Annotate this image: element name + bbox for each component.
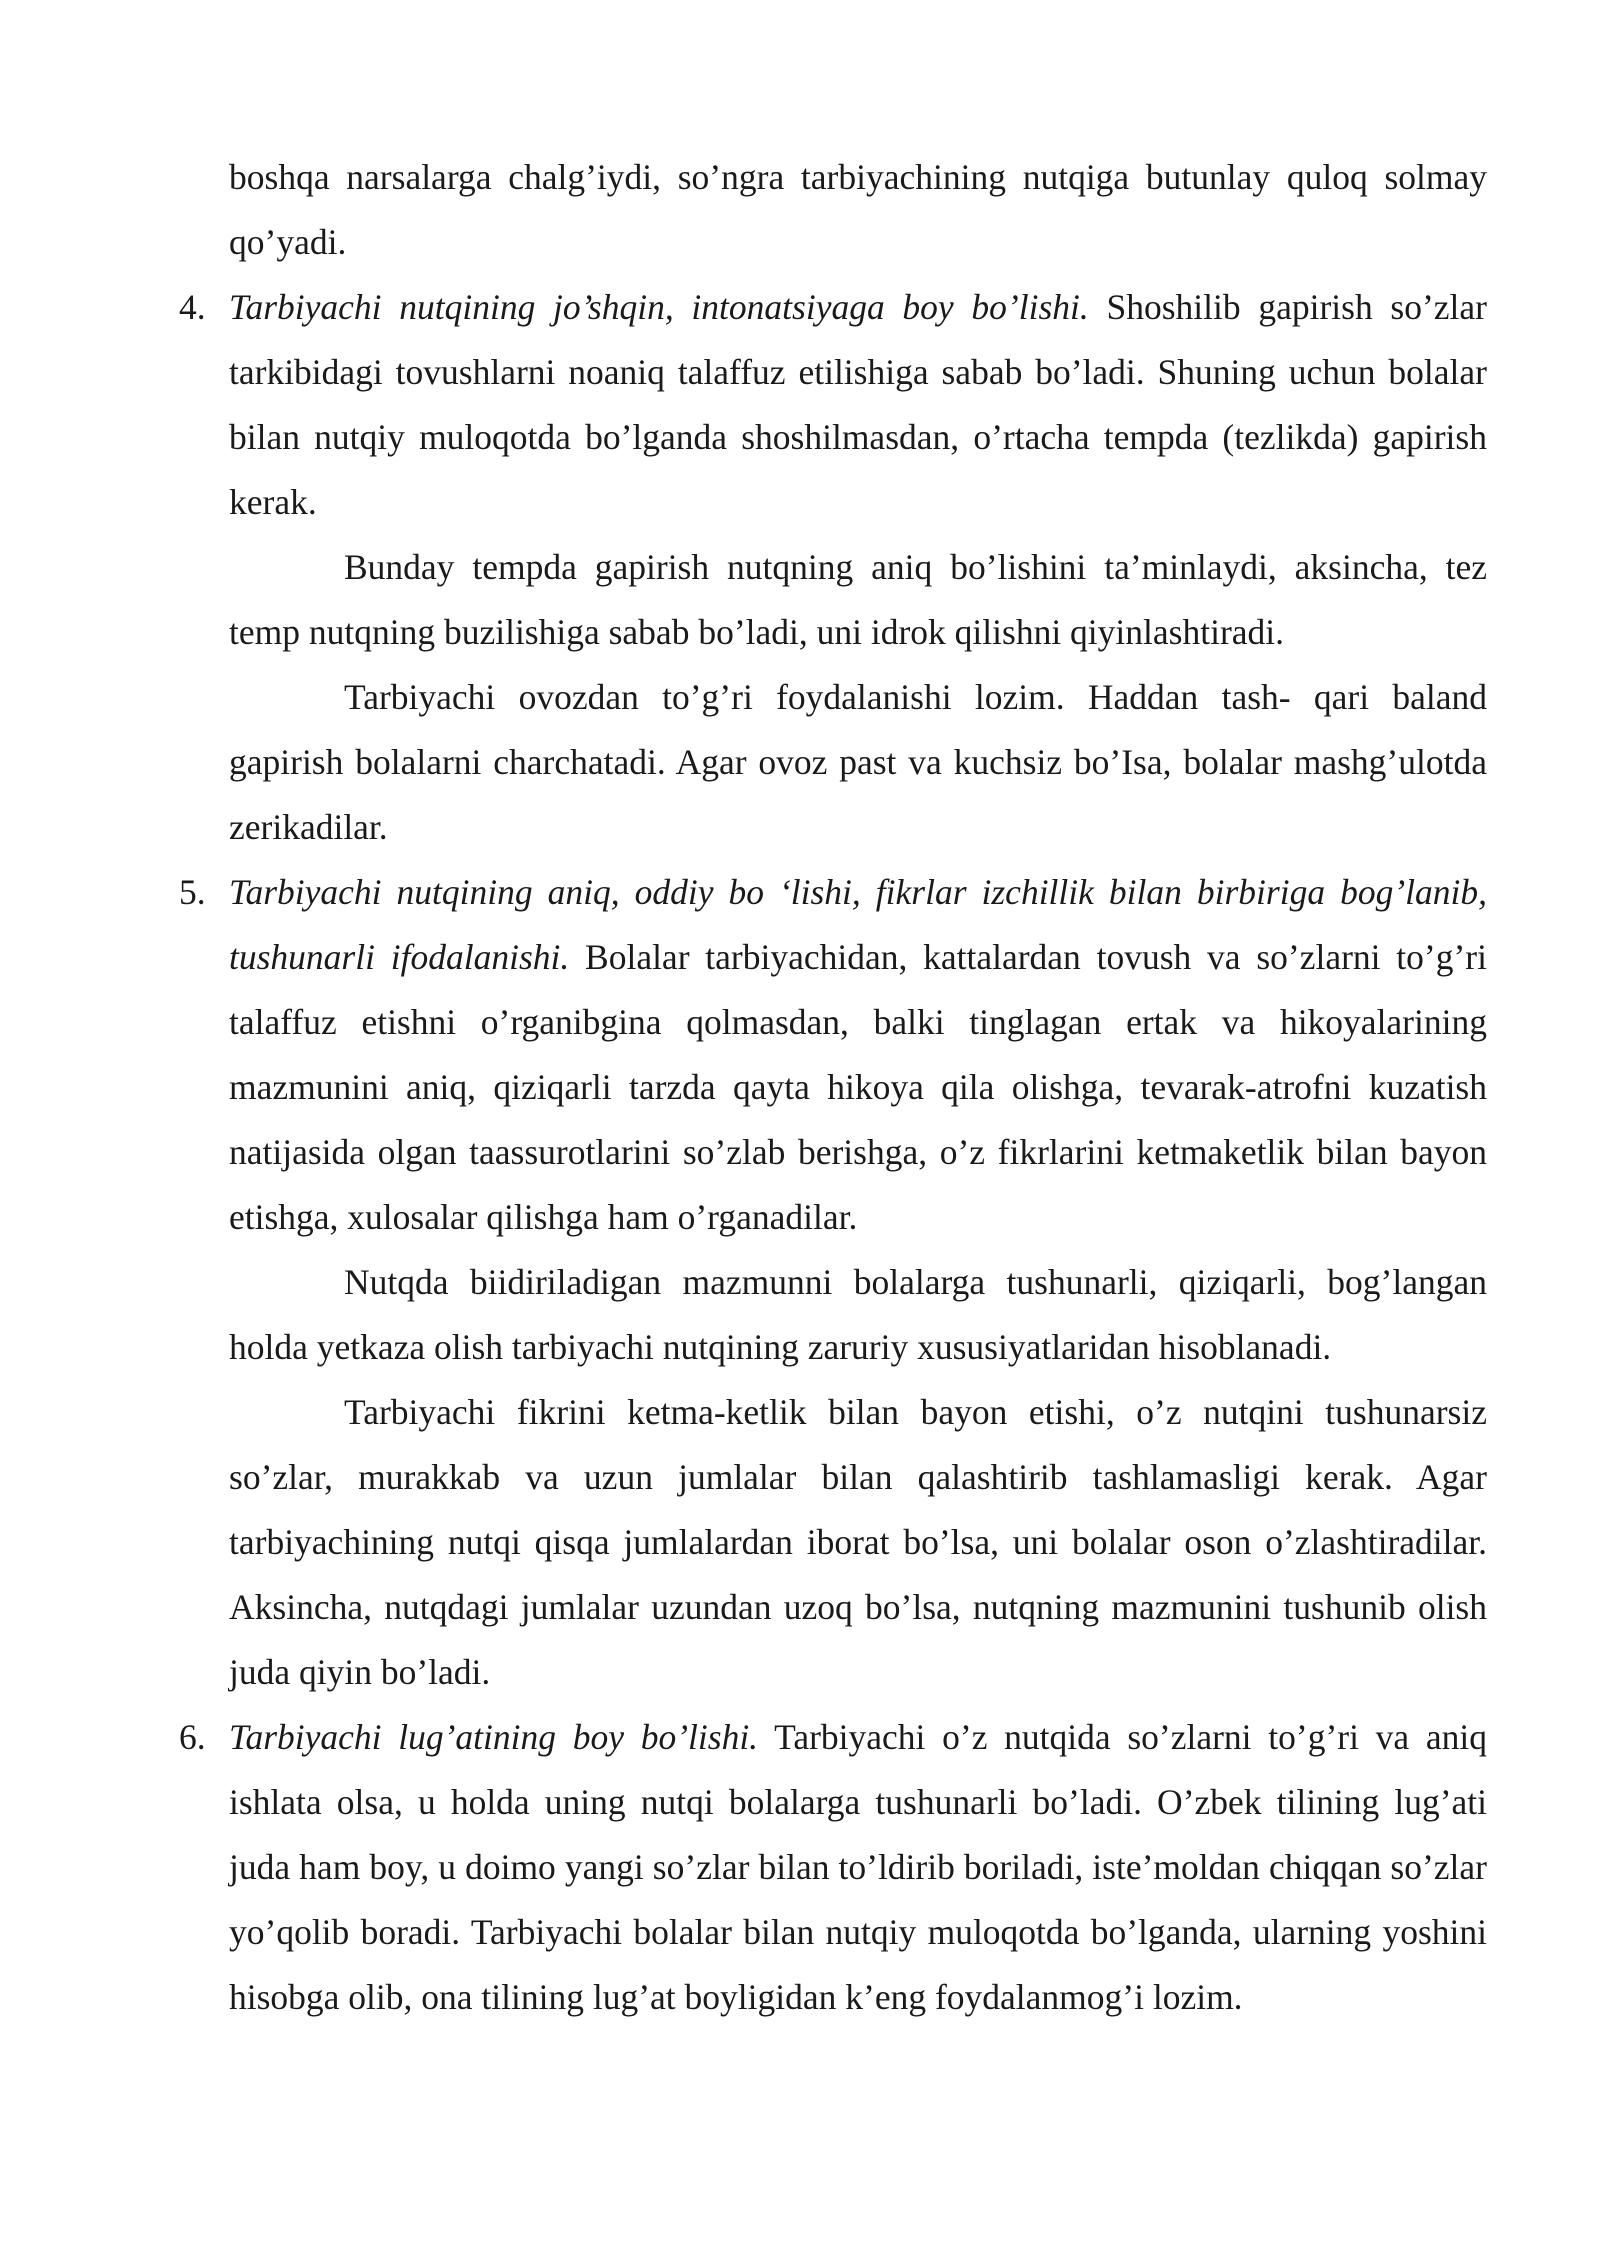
list-item-5 [179,860,1487,1250]
body-paragraph: Nutqda biidiriladigan mazmunni bolalarga tushunarli, qiziqarli, bog’langan holda yetkaza olish tarbiyachi nutqining zaruriy xususiyatlaridan hisoblanadi. [229,1262,1487,1367]
continuation-paragraph: boshqa narsalarga chalg’iydi, so’ngra tarbiyachining nutqiga butunlay quloq solmay qo’yadi. [229,157,1487,262]
body-paragraph: Bunday tempda gapirish nutqning aniq bo’lishini ta’minlaydi, aksincha, tez temp nutqning buzilishiga sabab bo’ladi, uni idrok qilishni qiyinlashtiradi. [229,547,1487,652]
list-item-6 [179,1705,1487,2030]
list-number: 4. [179,287,206,327]
list-item-body [229,275,1487,535]
list-number: 5. [179,872,206,912]
list-item-title: Tarbiyachi nutqining aniq, oddiy bo ‘lishi, fikrlar izchillik bilan birbiriga bog’lanib, tushunarli ifodalanishi. [229,872,1487,977]
list-item-title: Tarbiyachi lug’atining boy bo’lishi. [229,1717,759,1757]
body-paragraph: Tarbiyachi fikrini ketma-ketlik bilan bayon etishi, o’z nutqini tushunarsiz so’zlar, murakkab va uzun jumlalar bilan qalashtirib tashlamasligi kerak. Agar tarbiyachining nutqi qisqa jumlalardan iborat bo’lsa, uni bolalar oson o’zlashtiradilar. Aksincha, nutqdagi jumlalar uzundan uzoq bo’lsa, nutqning mazmunini tushunib olish juda qiyin bo’ladi. [229,1392,1487,1692]
list-item-text: Shoshilib gapirish so’zlar tarkibidagi tovushlarni noaniq talaffuz etilishiga sabab bo’ladi. Shuning uchun bolalar bilan nutqiy muloqotda bo’lganda shoshilmasdan, o’rtacha tempda (tezlikda) gapirish kerak. [229,287,1487,522]
list-item-body [229,1705,1487,2030]
list-number: 6. [179,1717,206,1757]
list-item-4 [179,275,1487,535]
list-item-text: Bolalar tarbiyachidan, kattalardan tovush va so’zlarni to’g’ri talaffuz etishni o’rganibgina qolmasdan, balki tinglagan ertak va hikoyalarining mazmunini aniq, qiziqarli tarzda qayta hikoya qila olishga, tevarak-atrofni kuzatish natijasida olgan taassurotlarini so’zlab berishga, o’z fikrlarini ketmaketlik bilan bayon etishga, xulosalar qilishga ham o’rganadilar. [229,937,1487,1237]
list-item-text: Tarbiyachi o’z nutqida so’zlarni to’g’ri va aniq ishlata olsa, u holda uning nutqi bolalarga tushunarli bo’ladi. O’zbek tilining lug’ati juda ham boy, u doimo yangi so’zlar bilan to’ldirib boriladi, iste’moldan chiqqan so’zlar yo’qolib boradi. Tarbiyachi bolalar bilan nutqiy muloqotda bo’lganda, ularning yoshini hisobga olib, ona tilining lug’at boyligidan k’eng foydalanmog’i lozim. [229,1717,1487,2017]
list-item-body [229,860,1487,1250]
body-paragraph: Tarbiyachi ovozdan to’g’ri foydalanishi lozim. Haddan tash- qari baland gapirish bolalarni charchatadi. Agar ovoz past va kuchsiz bo’Isa, bolalar mashg’ulotda zerikadilar. [229,677,1487,847]
list-item-title: Tarbiyachi nutqining jo’shqin, intonatsiyaga boy bo’lishi. [229,287,1089,327]
body-text [179,145,1487,2030]
